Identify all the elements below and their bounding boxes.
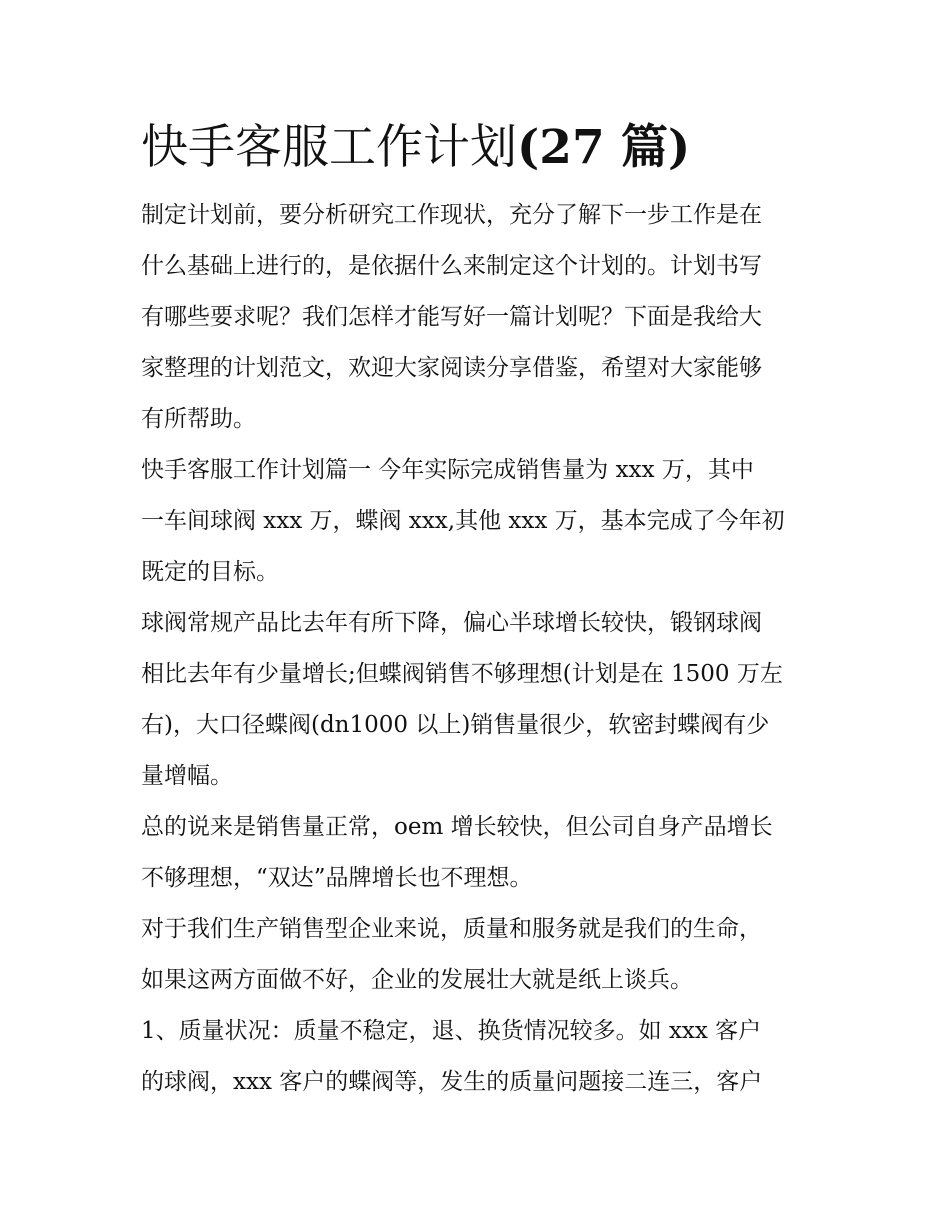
text-line: 对于我们生产销售型企业来说，质量和服务就是我们的生命， [141, 916, 762, 942]
text-line: 如果这两方面做不好，企业的发展壮大就是纸上谈兵。 [141, 967, 693, 993]
title-main: 快手客服工作计划 [141, 120, 517, 175]
document-title [141, 118, 821, 178]
text-line: 有哪些要求呢？我们怎样才能写好一篇计划呢？下面是我给大 [141, 304, 762, 330]
text-line: 球阀常规产品比去年有所下降，偏心半球增长较快，锻钢球阀 [141, 610, 762, 636]
document-page [141, 118, 821, 1108]
text-line: 量增幅。 [141, 763, 233, 789]
text-line: 一车间球阀 xxx 万，蝶阀 xxx,其他 xxx 万，基本完成了今年初 [141, 508, 785, 534]
text-line: 的球阀，xxx 客户的蝶阀等，发生的质量问题接二连三，客户 [141, 1069, 763, 1095]
text-line: 相比去年有少量增长;但蝶阀销售不够理想(计划是在 1500 万左 [141, 661, 783, 687]
text-line: 快手客服工作计划篇一 今年实际完成销售量为 xxx 万，其中 [141, 457, 754, 483]
text-line: 制定计划前，要分析研究工作现状，充分了解下一步工作是在 [141, 202, 762, 228]
text-line: 右)，大口径蝶阀(dn1000 以上)销售量很少，软密封蝶阀有少 [141, 712, 770, 738]
text-line: 不够理想，“双达”品牌增长也不理想。 [141, 865, 533, 891]
text-line: 既定的目标。 [141, 559, 279, 585]
text-line: 有所帮助。 [141, 406, 256, 432]
text-line: 总的说来是销售量正常，oem 增长较快，但公司自身产品增长 [141, 814, 773, 840]
text-line: 什么基础上进行的，是依据什么来制定这个计划的。计划书写 [141, 253, 762, 279]
title-count: (27 篇) [517, 120, 691, 175]
text-line: 1、质量状况：质量不稳定，退、换货情况较多。如 xxx 客户 [141, 1018, 762, 1044]
text-line: 家整理的计划范文，欢迎大家阅读分享借鉴，希望对大家能够 [141, 355, 762, 381]
